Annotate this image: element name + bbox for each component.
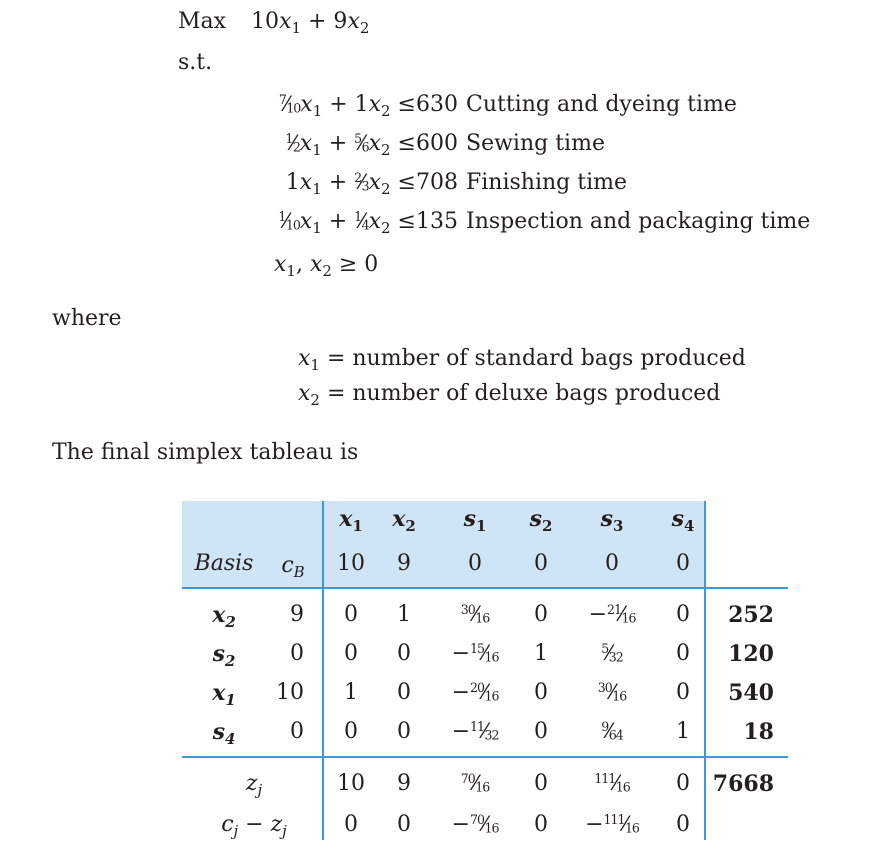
column-header-x2: $x_2$ bbox=[392, 506, 416, 536]
cjzj-label: $c_j - z_j$ bbox=[221, 812, 287, 841]
zj-label: $z_j$ bbox=[245, 771, 263, 800]
definition-x2: $x_2$ = number of deluxe bags produced bbox=[298, 381, 721, 410]
cb-value: 10 bbox=[276, 680, 304, 705]
constraint-row bbox=[226, 92, 458, 121]
tableau-value: 0 bbox=[534, 680, 548, 705]
objective-line: Max $10x_1 + 9x_2$ bbox=[178, 9, 370, 38]
constraint-description: Sewing time bbox=[466, 131, 605, 156]
divider-header bbox=[182, 587, 788, 589]
cj-value: 0 bbox=[468, 551, 482, 576]
tableau-value: 1 bbox=[344, 680, 358, 705]
cj-value: 10 bbox=[337, 551, 365, 576]
constraint-rhs: 630 bbox=[416, 92, 458, 117]
tableau-value: 0 bbox=[397, 680, 411, 705]
constraint-row bbox=[226, 170, 458, 199]
tableau-value: 0 bbox=[344, 719, 358, 744]
constraint-row bbox=[226, 209, 458, 238]
tableau-value: $^{30}$⁄16 bbox=[460, 602, 490, 626]
constraint-lhs: $^7⁄10x_1 + 1x_2$ ≤ bbox=[278, 92, 416, 121]
cj-value: 0 bbox=[676, 551, 690, 576]
definition-x2-text: = number of deluxe bags produced bbox=[326, 381, 721, 406]
column-header-s4: $s_4$ bbox=[671, 506, 695, 536]
column-header-s3: $s_3$ bbox=[600, 506, 624, 536]
constraint-rhs: 708 bbox=[416, 170, 458, 195]
cb-value: 0 bbox=[290, 641, 304, 666]
cjzj-value: 0 bbox=[344, 812, 358, 837]
cb-value: 0 bbox=[290, 719, 304, 744]
constraint-description: Inspection and packaging time bbox=[466, 209, 811, 234]
tableau-value: 0 bbox=[534, 719, 548, 744]
nonneg-constraint: $x_1$, $x_2 \ge 0$ bbox=[274, 252, 379, 281]
cb-header: $c_B$ bbox=[281, 553, 305, 582]
rhs-value: 120 bbox=[728, 641, 774, 667]
objective-coef-1: 10 bbox=[251, 9, 280, 34]
zj-value: $^{111}$⁄16 bbox=[594, 771, 630, 795]
constraint-description: Finishing time bbox=[466, 170, 628, 195]
rhs-value: 252 bbox=[728, 602, 774, 628]
column-header-x1: $x_1$ bbox=[339, 506, 363, 536]
cjzj-value: 0 bbox=[534, 812, 548, 837]
tableau-value: 0 bbox=[676, 680, 690, 705]
basis-variable: $s_4$ bbox=[212, 719, 236, 749]
divider-totals bbox=[182, 756, 788, 758]
constraint-description: Cutting and dyeing time bbox=[466, 92, 737, 117]
tableau-value: −$^{21}$⁄16 bbox=[588, 602, 636, 627]
constraint-lhs: $1x_1$ + $^2⁄3x_2$ ≤ bbox=[285, 170, 416, 199]
zj-value: 0 bbox=[676, 771, 690, 796]
definition-x1: $x_1$ = number of standard bags produced bbox=[298, 346, 746, 375]
zj-value: 10 bbox=[337, 771, 365, 796]
tableau-value: 0 bbox=[397, 719, 411, 744]
tableau-value: 0 bbox=[344, 602, 358, 627]
basis-variable: $x_2$ bbox=[212, 602, 236, 632]
basis-variable: $x_1$ bbox=[212, 680, 236, 710]
tableau-value: 0 bbox=[397, 641, 411, 666]
zj-value: $^{70}$⁄16 bbox=[460, 771, 490, 795]
st-label: s.t. bbox=[178, 50, 213, 75]
constraint-rhs: 135 bbox=[416, 209, 458, 234]
tableau-value: −$^{15}$⁄16 bbox=[451, 641, 499, 666]
tableau-value: −$^{20}$⁄16 bbox=[451, 680, 499, 705]
basis-header: Basis bbox=[194, 551, 254, 576]
constraint-lhs: $^1⁄10x_1$ + $^1⁄4x_2$ ≤ bbox=[278, 209, 416, 238]
cj-value: 0 bbox=[605, 551, 619, 576]
cb-value: 9 bbox=[290, 602, 304, 627]
constraint-lhs: $^1⁄2x_1$ + $^5⁄6x_2$ ≤ bbox=[285, 131, 416, 160]
zj-value: 9 bbox=[397, 771, 411, 796]
constraint-rhs: 600 bbox=[416, 131, 458, 156]
rhs-value: 540 bbox=[728, 680, 774, 706]
basis-variable: $s_2$ bbox=[212, 641, 236, 671]
tableau-value: 0 bbox=[344, 641, 358, 666]
tableau-value: $^5$⁄32 bbox=[601, 641, 623, 665]
tableau-value: 0 bbox=[676, 641, 690, 666]
cjzj-value: 0 bbox=[397, 812, 411, 837]
column-header-s1: $s_1$ bbox=[463, 506, 487, 536]
objective-label: Max bbox=[178, 9, 227, 34]
tableau-value: −$^{11}$⁄32 bbox=[451, 719, 499, 744]
tableau-value: 0 bbox=[676, 602, 690, 627]
cjzj-value: 0 bbox=[676, 812, 690, 837]
tableau-intro: The final simplex tableau is bbox=[52, 440, 359, 465]
cjzj-value: −$^{70}$⁄16 bbox=[451, 812, 499, 837]
tableau-value: 1 bbox=[397, 602, 411, 627]
cjzj-value: −$^{111}$⁄16 bbox=[585, 812, 639, 837]
where-label: where bbox=[52, 306, 122, 331]
cj-value: 9 bbox=[397, 551, 411, 576]
tableau-value: $^9$⁄64 bbox=[601, 719, 623, 743]
tableau-value: 1 bbox=[534, 641, 548, 666]
rhs-value: 18 bbox=[743, 719, 774, 745]
objective-value: 7668 bbox=[712, 771, 774, 797]
tableau-value: $^{30}$⁄16 bbox=[597, 680, 627, 704]
cj-value: 0 bbox=[534, 551, 548, 576]
column-header-s2: $s_2$ bbox=[529, 506, 553, 536]
tableau-value: 0 bbox=[534, 602, 548, 627]
zj-value: 0 bbox=[534, 771, 548, 796]
definition-x1-text: = number of standard bags produced bbox=[326, 346, 746, 371]
constraint-row bbox=[226, 131, 458, 160]
tableau-value: 1 bbox=[676, 719, 690, 744]
objective-coef-2: + 9 bbox=[308, 9, 348, 34]
